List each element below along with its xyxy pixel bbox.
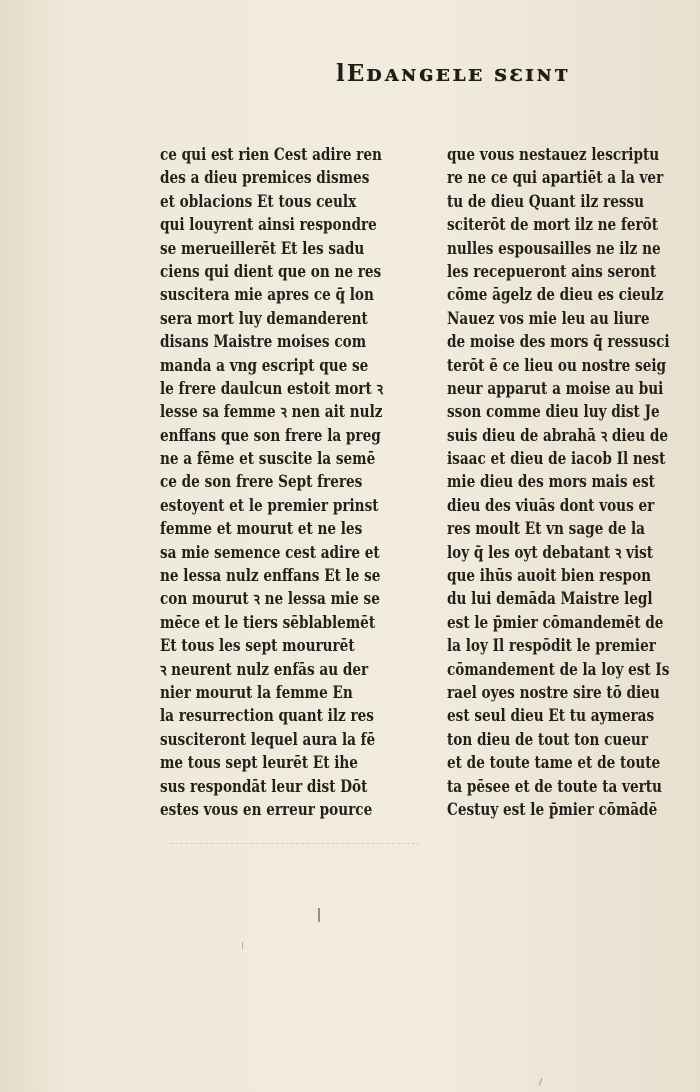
text-line: nier mourut la femme En <box>160 682 353 702</box>
text-line: que ihūs auoit bien respon <box>447 566 652 586</box>
text-line: cōmandement de la loy est Is <box>447 659 670 679</box>
text-line: rael oyes nostre sire tō dieu <box>447 682 660 702</box>
text-line: Cestuy est le p̄mier cōmādē <box>447 799 658 819</box>
text-line: cōme āgelz de dieu es cieulz <box>447 285 664 305</box>
text-line: mēce et le tiers sēblablemēt <box>160 612 376 632</box>
text-line: manda a vng escript que se <box>160 355 369 375</box>
running-head: lEᴅᴀɴɢᴇʟᴇ ꜱɛɪɴᴛ <box>336 60 571 87</box>
text-line: re ne ce qui apartiēt a la ver <box>447 168 664 188</box>
text-line: est seul dieu Et tu aymeras <box>447 706 655 726</box>
text-line: la loy Il respōdit le premier <box>447 636 656 656</box>
text-line: isaac et dieu de iacob Il nest <box>447 449 666 469</box>
text-line: mie dieu des mors mais est <box>447 472 655 492</box>
text-line: con mourut ꝛ ne lessa mie se <box>160 589 380 609</box>
text-line: du lui demāda Maistre legl <box>447 589 653 609</box>
text-line: sa mie semence cest adire et <box>160 542 380 562</box>
text-line: sciterōt de mort ilz ne ferōt <box>447 215 658 235</box>
text-line: sera mort luy demanderent <box>160 308 368 328</box>
text-line: estoyent et le premier prinst <box>160 495 379 515</box>
text-line: suscitera mie apres ce q̄ lon <box>160 285 374 305</box>
text-line: de moise des mors q̄ ressusci <box>447 332 670 352</box>
ink-mark <box>539 1078 543 1086</box>
text-line: ce qui est rien Cest adire ren <box>160 145 382 164</box>
text-line: le frere daulcun estoit mort ꝛ <box>160 378 383 398</box>
text-line: et oblacions Et tous ceulx <box>160 191 357 211</box>
text-line: suis dieu de abrahā ꝛ dieu de <box>447 425 669 445</box>
right-text-column <box>447 143 670 821</box>
text-line: Nauez vos mie leu au liure <box>447 308 650 328</box>
text-line: neur apparut a moise au bui <box>447 378 664 398</box>
text-line: sson comme dieu luy dist Je <box>447 402 660 422</box>
text-line: femme et mourut et ne les <box>160 519 363 539</box>
text-line: ciens qui dient que on ne res <box>160 261 382 281</box>
text-line: me tous sept leurēt Et ihe <box>160 753 358 773</box>
text-line: les recepueront ains seront <box>447 261 657 281</box>
text-line: des a dieu premices dismes <box>160 168 370 188</box>
text-line: que vous nestauez lescriptu <box>447 145 660 164</box>
left-text-column <box>160 143 383 821</box>
text-line: se merueillerēt Et les sadu <box>160 238 365 258</box>
text-line: ton dieu de tout ton cueur <box>447 729 649 749</box>
text-line: estes vous en erreur pource <box>160 799 373 819</box>
text-line: et de toute tame et de toute <box>447 753 661 773</box>
text-line: ta pēsee et de toute ta vertu <box>447 776 662 796</box>
text-line: la resurrection quant ilz res <box>160 706 374 726</box>
text-line: est le p̄mier cōmandemēt de <box>447 612 664 632</box>
text-line: lesse sa femme ꝛ nen ait nulz <box>160 402 383 422</box>
text-line: disans Maistre moises com <box>160 332 367 352</box>
text-line: tu de dieu Quant ilz ressu <box>447 191 645 211</box>
text-line: loy q̄ les oyt debatant ꝛ vist <box>447 542 654 562</box>
text-line: ce de son frere Sept freres <box>160 472 363 492</box>
text-line: terōt ē ce lieu ou nostre seig <box>447 355 667 375</box>
text-line: dieu des viuās dont vous er <box>447 495 655 515</box>
text-line: ꝛ neurent nulz enfās au der <box>160 659 369 679</box>
faint-bleed-through <box>170 843 420 844</box>
text-line: sus respondāt leur dist Dōt <box>160 776 368 796</box>
text-line: susciteront lequel aura la fē <box>160 729 376 749</box>
text-line: ne a fēme et suscite la semē <box>160 449 376 469</box>
ink-mark <box>242 942 243 949</box>
text-line: enffans que son frere la preg <box>160 425 381 445</box>
text-line: qui louyrent ainsi respondre <box>160 215 377 235</box>
ink-mark <box>318 908 320 922</box>
text-line: nulles espousailles ne ilz ne <box>447 238 661 258</box>
text-line: ne lessa nulz enffans Et le se <box>160 566 381 586</box>
text-line: Et tous les sept moururēt <box>160 636 355 656</box>
text-line: res moult Et vn sage de la <box>447 519 645 539</box>
